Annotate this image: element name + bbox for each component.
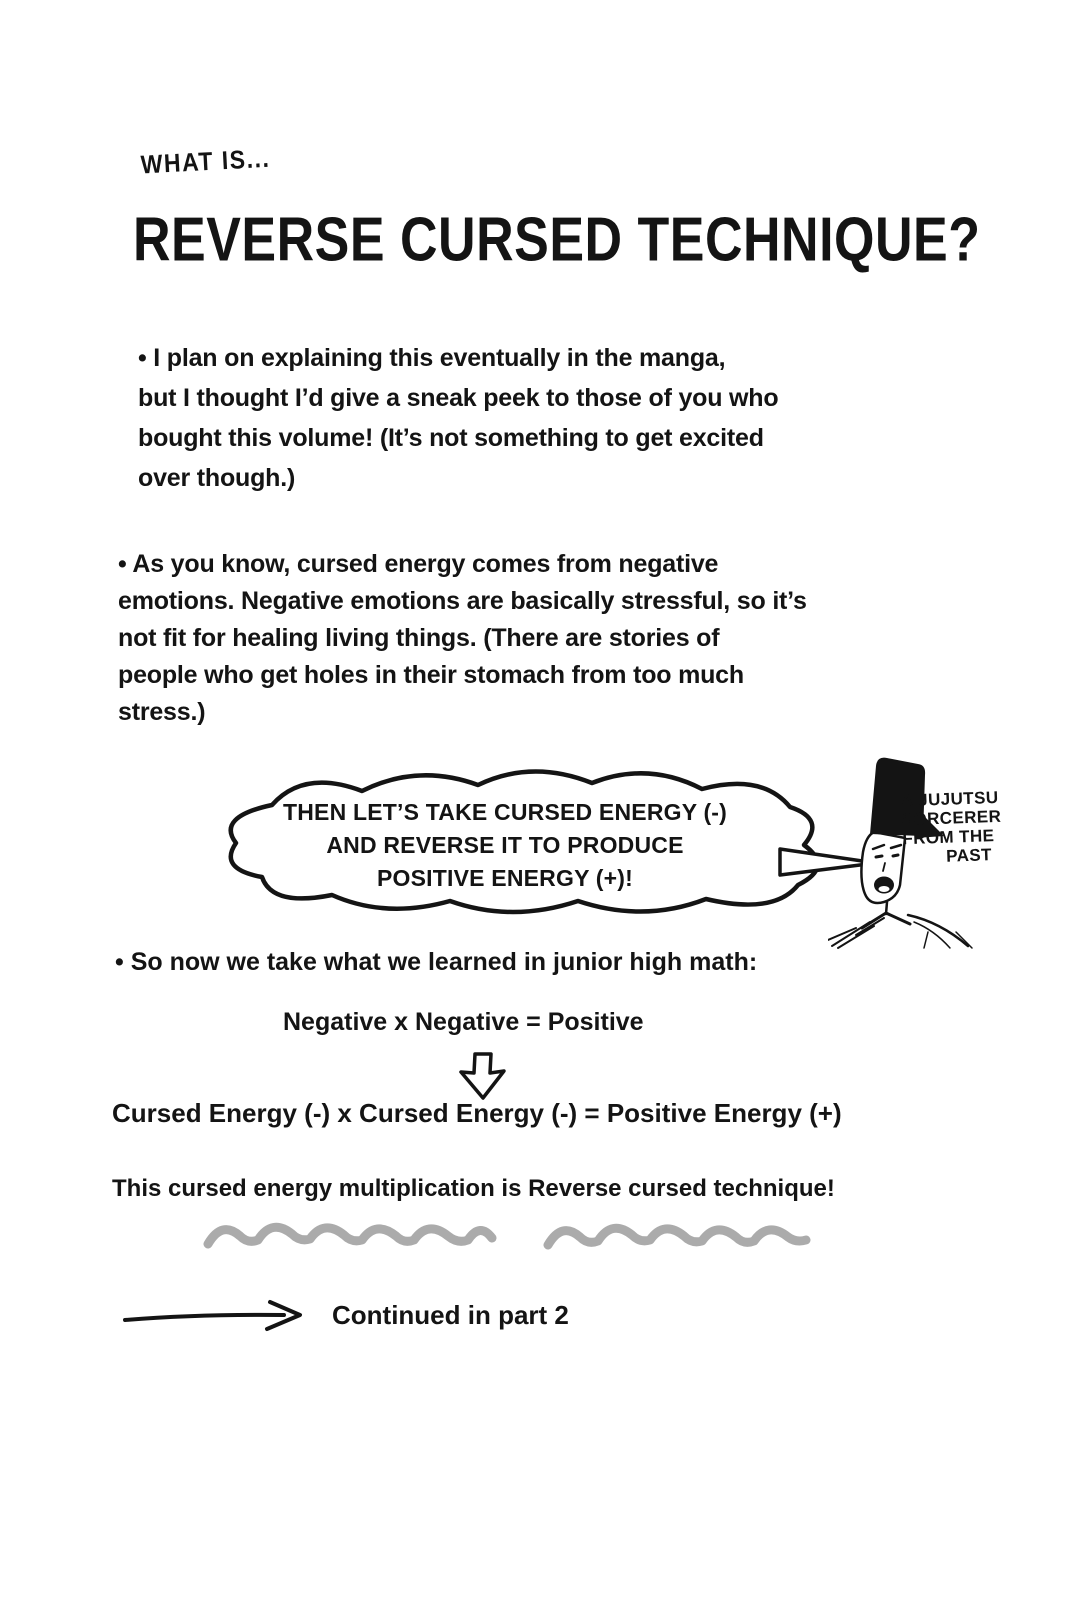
down-arrow-icon bbox=[458, 1052, 510, 1100]
conclusion-text: This cursed energy multiplication is Reverse cursed technique! bbox=[112, 1175, 835, 1202]
text-line: not fit for healing living things. (There are stories of bbox=[118, 624, 720, 652]
math-lead-in: • So now we take what we learned in junior high math: bbox=[115, 948, 758, 976]
continue-arrow-icon bbox=[122, 1292, 327, 1334]
text-line: stress.) bbox=[118, 698, 206, 726]
text-line: • As you know, cursed energy comes from negative bbox=[118, 550, 719, 578]
cursed-energy-paragraph bbox=[118, 546, 807, 731]
page-title: REVERSE CURSED TECHNIQUE? bbox=[133, 205, 981, 275]
text-line: over though.) bbox=[138, 464, 296, 492]
bubble-line: POSITIVE ENERGY (+)! bbox=[377, 865, 633, 891]
section-kicker: WHAT IS... bbox=[140, 143, 271, 180]
math-rule: Negative x Negative = Positive bbox=[283, 1008, 644, 1036]
caption-line: PAST bbox=[945, 845, 993, 866]
intro-paragraph bbox=[138, 338, 778, 498]
math-equation: Cursed Energy (-) x Cursed Energy (-) = Positive Energy (+) bbox=[112, 1098, 842, 1128]
text-line: • I plan on explaining this eventually in the manga, bbox=[138, 344, 726, 372]
sorcerer-caption bbox=[901, 787, 1036, 868]
text-line: emotions. Negative emotions are basically stressful, so it’s bbox=[118, 587, 807, 615]
caption-line: FROM THE bbox=[902, 826, 995, 849]
continued-text: Continued in part 2 bbox=[332, 1300, 569, 1330]
speech-bubble-text bbox=[225, 796, 785, 895]
bubble-line: THEN LET’S TAKE CURSED ENERGY (-) bbox=[282, 799, 728, 825]
text-line: but I thought I’d give a sneak peek to those of you who bbox=[138, 384, 779, 412]
bubble-line: AND REVERSE IT TO PRODUCE bbox=[326, 832, 684, 858]
text-line: people who get holes in their stomach from too much bbox=[118, 661, 744, 689]
caption-line: SORCERER bbox=[901, 806, 1002, 830]
text-line: bought this volume! (It’s not something to get excited bbox=[138, 424, 764, 452]
caption-line: A JUJUTSU bbox=[900, 787, 999, 811]
wavy-underline bbox=[200, 1214, 825, 1258]
